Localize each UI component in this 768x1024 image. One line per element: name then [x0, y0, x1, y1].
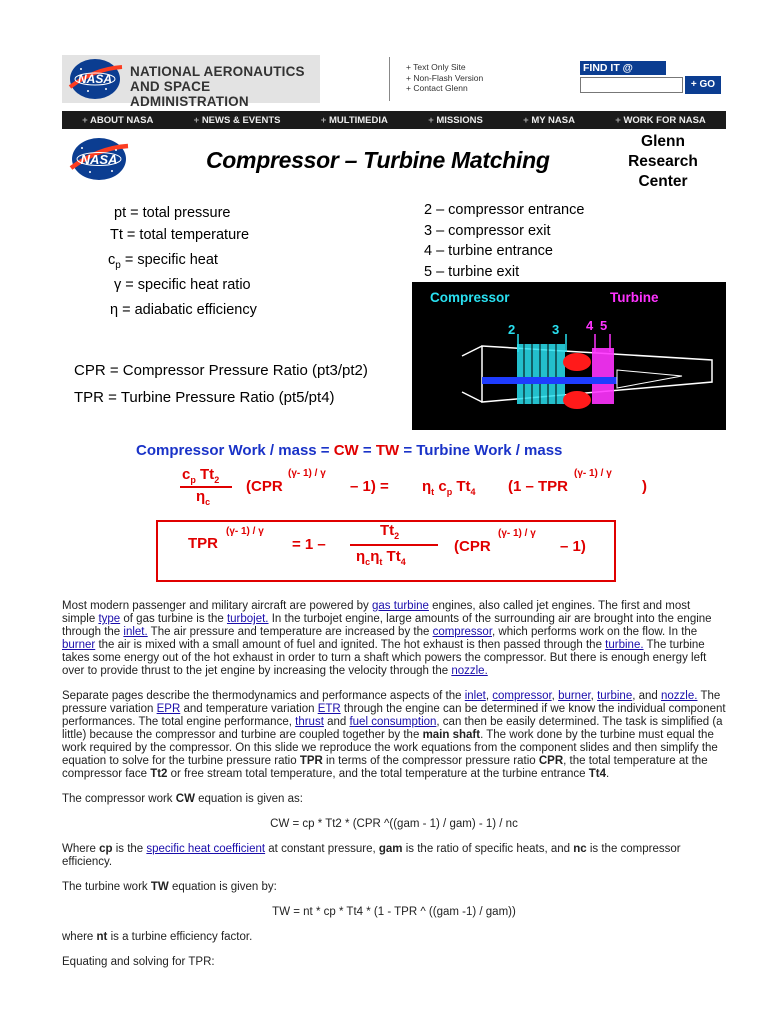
station-5-number: 5	[600, 318, 608, 333]
engine-diagram	[412, 282, 726, 430]
inlet-link[interactable]: inlet.	[123, 626, 148, 638]
work-line-eq: =	[358, 442, 376, 459]
eq2-cpr: (CPR	[454, 538, 491, 555]
def-gamma: γ = specific heat ratio	[114, 277, 251, 293]
tpr-equation-box	[156, 520, 616, 582]
work-balance-line	[136, 442, 562, 459]
nasa-logo-text: NASA	[77, 72, 113, 86]
eq1-den: $\eta_c$	[196, 488, 211, 507]
nozzle-link-2[interactable]: nozzle.	[661, 690, 698, 702]
inlet-lip	[462, 346, 482, 402]
burner-lower	[563, 391, 591, 409]
eq2-lhs: TPR	[188, 535, 218, 552]
engine-drawing	[412, 282, 726, 430]
eq1-rhs-exponent: (γ- 1) / γ	[574, 468, 612, 479]
agency-line-2: AND SPACE ADMINISTRATION	[130, 79, 249, 109]
nasa-meatball-icon	[68, 136, 130, 182]
eq1-cpr: (CPR	[246, 478, 283, 495]
eq2-num: $Tt_2$	[380, 522, 400, 541]
compressor-link[interactable]: compressor	[432, 626, 493, 638]
epr-link[interactable]: EPR	[156, 703, 181, 715]
work-line-a: Compressor Work / mass =	[136, 442, 334, 459]
center-line-3: Center	[638, 173, 688, 190]
main-nav	[62, 111, 726, 129]
work-equation	[162, 464, 682, 520]
station-4: 4 – turbine entrance	[424, 243, 553, 259]
nav-my-nasa[interactable]: + MY NASA	[523, 115, 575, 126]
cp-text: = specific heat	[124, 252, 218, 268]
eq2-equals: = 1 –	[292, 536, 326, 553]
paragraph-cw-intro: The compressor work CW equation is given as:	[62, 793, 303, 805]
paragraph-intro: Most modern passenger and military aircraft are powered by gas turbine engines, also called jet engines. The first and most simple type of gas turbine is the turbojet. In the turbojet engine, large amounts of the surrounding air are brought into the engine through the inlet. The air pressure and temperature are increased by the compressor, which performs work on the flow. In the burner the air is mixed with a small amount of fuel and ignited. The hot exhaust is then passed through the turbine. The turbine takes some energy out of the hot exhaust in order to turn a shaft which powers the compressor. But there is enough energy left over to provide thrust to the jet engine by increasing the velocity through the nozzle.	[62, 600, 712, 677]
def-cp	[108, 252, 218, 271]
def-pt: pt = total pressure	[114, 205, 231, 221]
eq2-den: $\eta_c\eta_t$ $Tt_4$	[356, 548, 406, 567]
eq1-cpr-close: – 1) =	[350, 478, 389, 495]
cp-symbol: c	[108, 252, 116, 268]
compressor-link-2[interactable]: compressor	[492, 690, 552, 702]
glenn-research-center	[618, 132, 708, 192]
nav-multimedia[interactable]: + MULTIMEDIA	[321, 115, 388, 126]
inlet-link-2[interactable]: inlet	[464, 690, 486, 702]
nav-work-for-nasa[interactable]: + WORK FOR NASA	[615, 115, 706, 126]
eq2-cpr-exponent: (γ- 1) / γ	[498, 528, 536, 539]
turbine-label: Turbine	[610, 290, 659, 305]
burner-link-2[interactable]: burner	[558, 690, 591, 702]
gas-turbine-link[interactable]: gas turbine	[372, 600, 429, 612]
station-3-number: 3	[552, 322, 560, 337]
nav-about-nasa[interactable]: + ABOUT NASA	[82, 115, 153, 126]
eq1-rhs: $\eta_t$ $c_p$ $Tt_4$	[422, 478, 476, 497]
nasa-logo-icon	[66, 57, 124, 101]
work-line-tw: TW	[375, 442, 400, 459]
go-button[interactable]: + GO	[685, 76, 721, 94]
find-it-label: FIND IT @	[580, 61, 666, 75]
agency-line-1: NATIONAL AERONAUTICS	[130, 64, 305, 79]
work-line-cw: CW	[333, 442, 359, 459]
turbine-link-2[interactable]: turbine	[597, 690, 633, 702]
def-tt: Tt = total temperature	[110, 227, 250, 243]
eq1-num: $c_p$ $Tt_2$	[182, 466, 220, 485]
burner-link[interactable]: burner	[62, 639, 96, 651]
etr-link[interactable]: ETR	[317, 703, 341, 715]
search-input[interactable]	[580, 77, 683, 93]
compressor-label: Compressor	[430, 290, 510, 305]
cpr-definition: CPR = Compressor Pressure Ratio (pt3/pt2)	[74, 362, 368, 379]
cw-equation: CW = cp * Tt2 * (CPR ^((gam - 1) / gam) - 1) / nc	[270, 818, 518, 830]
turbojet-link[interactable]: turbojet.	[226, 613, 269, 625]
eq1-rhs-close: )	[642, 478, 647, 495]
station-2-number: 2	[508, 322, 516, 337]
text-only-link[interactable]: + Text Only Site	[406, 62, 483, 73]
main-shaft	[482, 377, 617, 384]
site-header	[62, 55, 726, 107]
quick-links	[406, 62, 483, 94]
turbine-link[interactable]: turbine.	[605, 639, 644, 651]
eq1-exponent: (γ- 1) / γ	[288, 468, 326, 479]
article-body	[62, 600, 726, 981]
eq2-fraction-bar	[350, 544, 438, 546]
header-divider	[389, 57, 390, 101]
paragraph-equating: Equating and solving for TPR:	[62, 956, 215, 968]
station-4-number: 4	[586, 318, 594, 333]
paragraph-components: Separate pages describe the thermodynamics and performance aspects of the inlet, compressor, burner, turbine, and nozzle. The pressure variation EPR and temperature variation ETR through the engine can be determined if we know the individual component performances. The total engine performance, thrust and fuel consumption, can then be easily determined. The task is simplified (a little) because the compressor and turbine are coupled together by the main shaft. The work done by the turbine must equal the work required by the compressor. On this slide we reproduce the work equations from the component slides and then simplify the equation to solve for the turbine pressure ratio TPR in terms of the compressor pressure ratio CPR, the total temperature at the compressor face Tt2 or free stream total temperature, and the total temperature at the turbine entrance Tt4.	[62, 690, 726, 780]
eq1-rhs-paren: (1 – TPR	[508, 478, 569, 495]
def-eta: η = adiabatic efficiency	[110, 302, 257, 318]
center-line-1: Glenn	[641, 133, 685, 150]
specific-heat-link[interactable]: specific heat coefficient	[146, 843, 266, 855]
station-2: 2 – compressor entrance	[424, 202, 585, 218]
nav-news-events[interactable]: + NEWS & EVENTS	[194, 115, 281, 126]
fuel-consumption-link[interactable]: fuel consumption	[349, 716, 437, 728]
slide-logo-text: NASA	[80, 152, 118, 167]
cp-subscript: p	[115, 259, 121, 271]
paragraph-tw-intro: The turbine work TW equation is given by:	[62, 881, 277, 893]
agency-banner[interactable]	[62, 55, 320, 109]
nozzle-link[interactable]: nozzle.	[451, 665, 488, 677]
contact-glenn-link[interactable]: + Contact Glenn	[406, 83, 483, 94]
burner-upper	[563, 353, 591, 371]
station-list	[424, 200, 584, 282]
slide-title: Compressor – Turbine Matching	[206, 147, 550, 173]
type-link[interactable]: type	[98, 613, 121, 625]
non-flash-link[interactable]: + Non-Flash Version	[406, 73, 483, 84]
paragraph-nt: where nt is a turbine efficiency factor.	[62, 931, 253, 943]
tw-equation: TW = nt * cp * Tt4 * (1 - TPR ^ ((gam -1) / gam))	[272, 906, 516, 918]
thrust-link[interactable]: thrust	[295, 716, 324, 728]
work-line-b: = Turbine Work / mass	[399, 442, 563, 459]
paragraph-cw-terms: Where cp is the specific heat coefficient at constant pressure, gam is the ratio of specific heats, and nc is the compressor efficiency.	[62, 843, 681, 868]
nav-missions[interactable]: + MISSIONS	[428, 115, 483, 126]
tpr-definition: TPR = Turbine Pressure Ratio (pt5/pt4)	[74, 389, 335, 406]
slide-image	[62, 130, 726, 595]
eq2-cpr-close: – 1)	[560, 538, 586, 555]
station-3: 3 – compressor exit	[424, 222, 551, 239]
center-line-2: Research	[628, 153, 698, 170]
turbine-stage	[592, 348, 614, 404]
agency-name	[130, 64, 320, 109]
eq2-lhs-exponent: (γ- 1) / γ	[226, 526, 264, 537]
station-5: 5 – turbine exit	[424, 263, 520, 280]
